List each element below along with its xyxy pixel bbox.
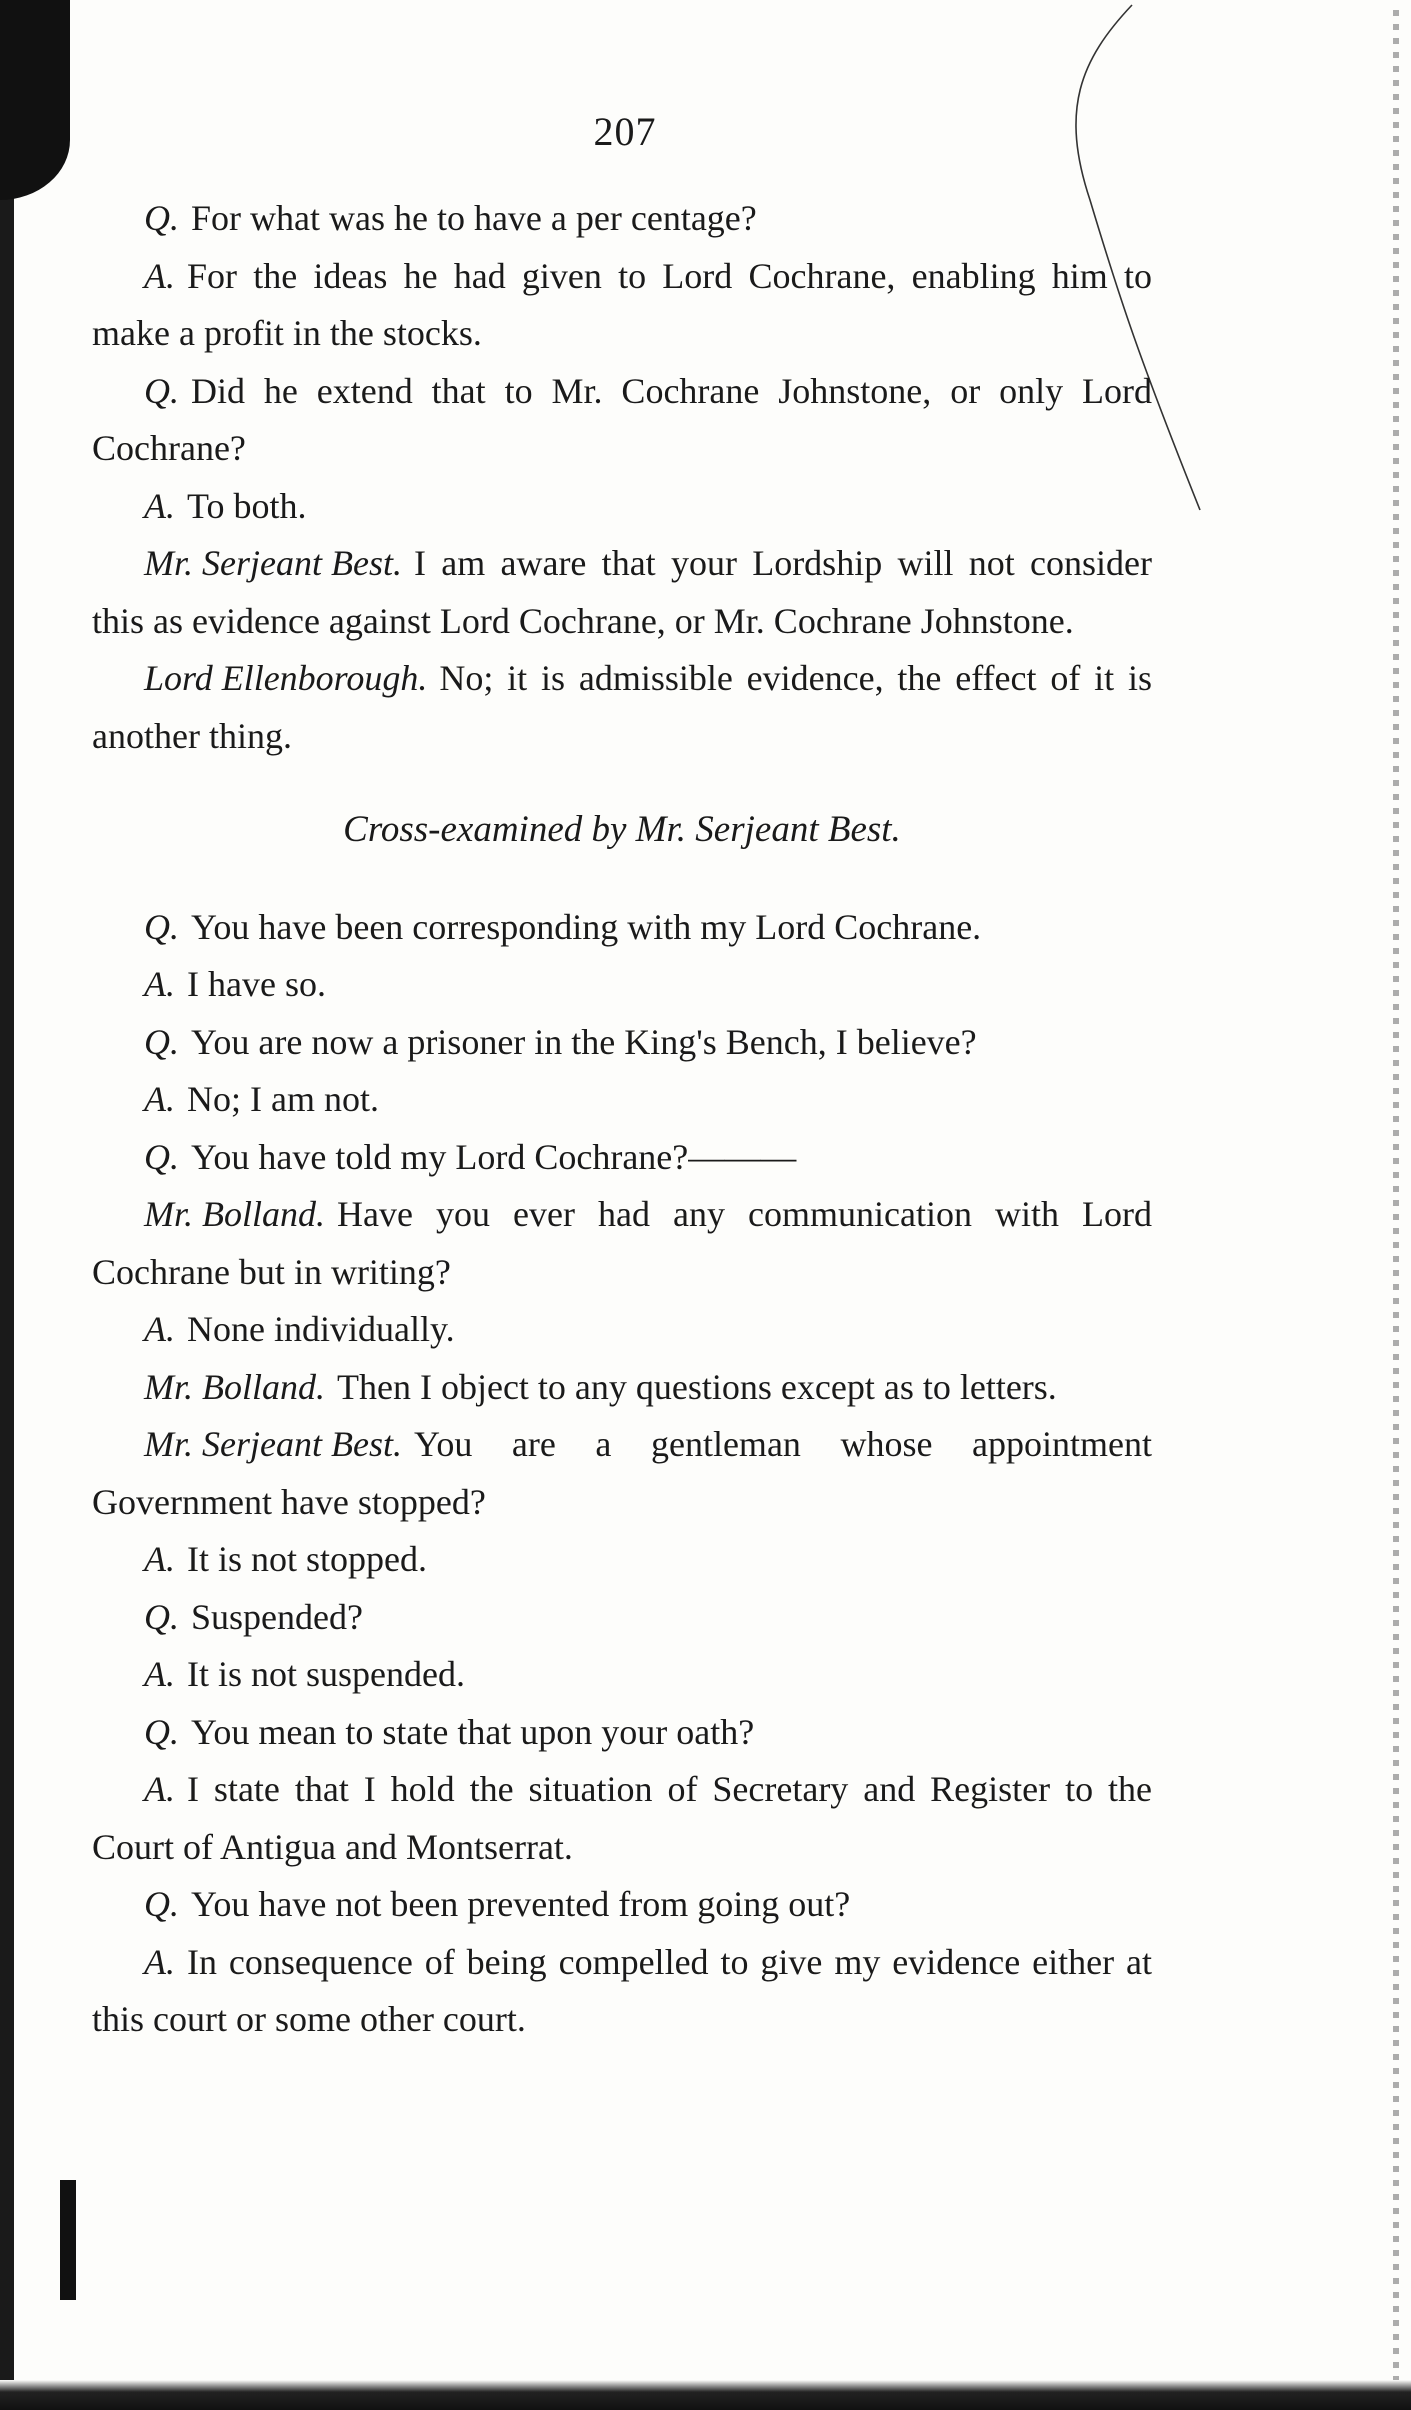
- line-text: You are a gentleman whose appointment Government have stopped?: [92, 1424, 1152, 1522]
- speaker-label: A.: [144, 1654, 175, 1694]
- line-text: None individually.: [187, 1309, 455, 1349]
- speaker-label: Mr. Bolland.: [144, 1194, 326, 1234]
- transcript-line: [92, 478, 1152, 536]
- speaker-label: Q.: [144, 370, 179, 411]
- speaker-label: A.: [144, 1539, 175, 1579]
- transcript-line: [92, 1646, 1152, 1704]
- line-text: In consequence of being compelled to give my evidence either at this court or some other court.: [92, 1941, 1152, 2039]
- transcript-line: [92, 1071, 1152, 1129]
- transcript-after-heading: [92, 899, 1152, 2049]
- line-text: It is not suspended.: [187, 1654, 465, 1694]
- scan-edge-right: [1393, 10, 1399, 2380]
- speaker-label: A.: [144, 1079, 175, 1119]
- speaker-label: Lord Ellenborough.: [144, 658, 428, 698]
- line-text: Have you ever had any communication with Lord Cochrane but in writing?: [92, 1194, 1152, 1292]
- line-text: Suspended?: [191, 1596, 363, 1637]
- speaker-label: A.: [144, 1309, 175, 1349]
- speaker-label: A.: [144, 485, 175, 526]
- section-heading: Cross-examined by Mr. Serjeant Best.: [343, 809, 901, 850]
- speaker-label: Mr. Serjeant Best.: [144, 1424, 402, 1464]
- speaker-label: Q.: [144, 906, 179, 947]
- transcript-line: [92, 1876, 1152, 1934]
- line-text: For the ideas he had given to Lord Cochrane, enabling him to make a profit in the stocks.: [92, 255, 1152, 353]
- transcript-line: [92, 1704, 1152, 1762]
- transcript-line: [92, 1531, 1152, 1589]
- line-text: It is not stopped.: [187, 1539, 427, 1579]
- transcript-line: [92, 1186, 1152, 1301]
- line-text: No; it is admissible evidence, the effect of it is another thing.: [92, 658, 1152, 756]
- speaker-label: A.: [144, 1941, 175, 1982]
- transcript-line: [92, 1014, 1152, 1072]
- transcript-line: [92, 1359, 1152, 1417]
- speaker-label: Mr. Serjeant Best.: [144, 543, 402, 583]
- binding-mark: [60, 2180, 76, 2300]
- line-text: For what was he to have a per centage?: [191, 198, 757, 238]
- transcript-line: [92, 1761, 1152, 1876]
- line-text: You have told my Lord Cochrane?———: [191, 1136, 797, 1177]
- line-text: You have been corresponding with my Lord Cochrane.: [191, 906, 982, 947]
- line-text: You are now a prisoner in the King's Bench, I believe?: [191, 1021, 977, 1062]
- line-text: I state that I hold the situation of Secretary and Register to the Court of Antigua and Montserrat.: [92, 1769, 1152, 1867]
- transcript-line: [92, 1934, 1152, 2049]
- speaker-label: Q.: [144, 1884, 179, 1924]
- transcript-line: [92, 190, 1152, 248]
- transcript-line: [92, 1416, 1152, 1531]
- line-text: I am aware that your Lordship will not consider this as evidence against Lord Cochrane, or Mr. Cochrane Johnstone.: [92, 543, 1152, 641]
- line-text: You have not been prevented from going out?: [191, 1884, 851, 1924]
- transcript-before-heading: [92, 190, 1152, 765]
- speaker-label: Q.: [144, 198, 179, 238]
- line-text: Then I object to any questions except as to letters.: [337, 1366, 1057, 1407]
- transcript-line: [92, 956, 1152, 1014]
- speaker-label: Q.: [144, 1596, 179, 1637]
- transcript-line: [92, 535, 1152, 650]
- line-text: No; I am not.: [187, 1079, 379, 1119]
- transcript-line: [92, 1129, 1152, 1187]
- page-number: 207: [593, 109, 657, 154]
- line-text: I have so.: [187, 964, 326, 1004]
- line-text: You mean to state that upon your oath?: [191, 1711, 755, 1752]
- speaker-label: A.: [144, 1769, 175, 1809]
- transcript-line: [92, 248, 1152, 363]
- speaker-label: Mr. Bolland.: [144, 1366, 326, 1407]
- scan-edge-left: [0, 0, 14, 2410]
- speaker-label: Q.: [144, 1136, 179, 1177]
- transcript-line: [92, 899, 1152, 957]
- speaker-label: Q.: [144, 1021, 179, 1062]
- speaker-label: Q.: [144, 1711, 179, 1752]
- transcript-line: [92, 363, 1152, 478]
- scan-corner-shadow: [0, 0, 70, 200]
- transcript-body: [92, 190, 1152, 2049]
- transcript-line: [92, 1589, 1152, 1647]
- line-text: To both.: [187, 485, 307, 526]
- speaker-label: A.: [144, 255, 175, 296]
- line-text: Did he extend that to Mr. Cochrane Johnstone, or only Lord Cochrane?: [92, 370, 1152, 468]
- speaker-label: A.: [144, 964, 175, 1004]
- transcript-line: [92, 650, 1152, 765]
- scan-edge-bottom: [0, 2380, 1411, 2410]
- transcript-line: [92, 1301, 1152, 1359]
